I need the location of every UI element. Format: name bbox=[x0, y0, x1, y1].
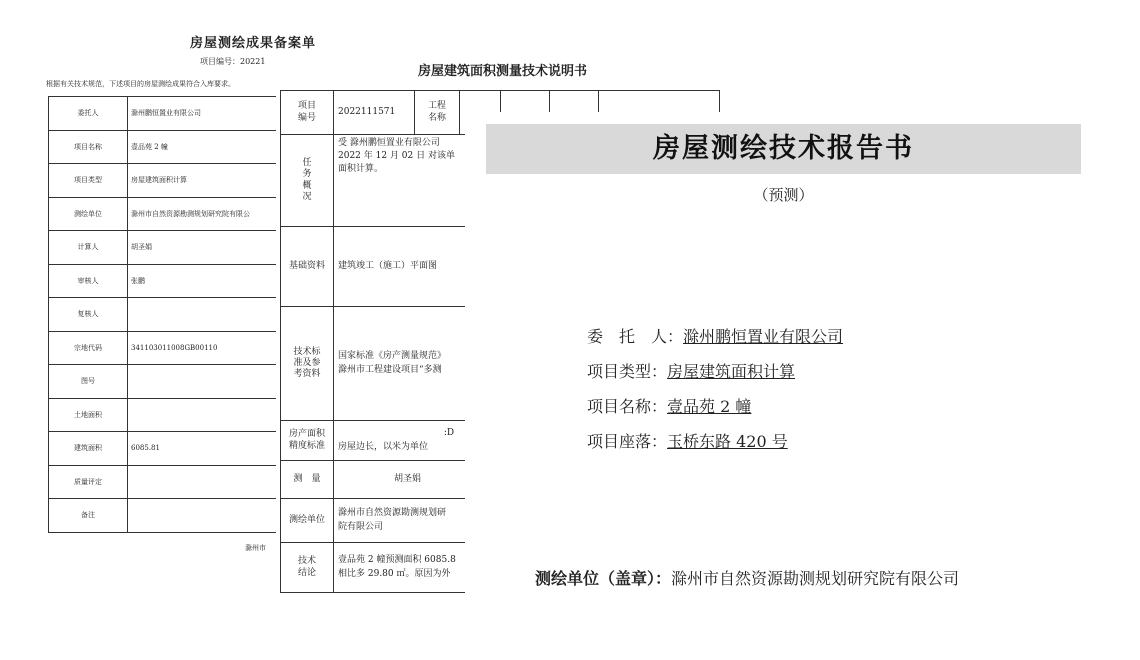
filing-row bbox=[49, 499, 284, 533]
report-subtitle: （预测） bbox=[753, 186, 814, 204]
filing-form-title: 房屋测绘成果备案单 bbox=[190, 36, 317, 51]
filing-row bbox=[49, 398, 284, 432]
filing-row-label: 图号 bbox=[49, 365, 128, 399]
basis-value: 建筑竣工（施工）平面图 bbox=[334, 227, 720, 307]
field-value: 滁州鹏恒置业有限公司 bbox=[683, 327, 844, 346]
filing-row-label: 土地面积 bbox=[49, 398, 128, 432]
survey-value: 胡圣娟 bbox=[334, 461, 720, 499]
project-name-label: 工程 名称 bbox=[415, 91, 460, 135]
standard-value: 国家标准《房产测量规范》 滁州市工程建设项目“多测 bbox=[334, 307, 720, 421]
filing-row-value: 壹品苑 2 幢 bbox=[128, 130, 284, 164]
field-label: 项目名称： bbox=[587, 397, 668, 416]
precision-value: :D 房屋边长，以米为单位 bbox=[334, 421, 720, 461]
filing-row bbox=[49, 298, 284, 332]
filing-row-value: 张鹏 bbox=[128, 264, 284, 298]
filing-row bbox=[49, 264, 284, 298]
filing-row-value: 滁州市自然资源勘测规划研究院有限公 bbox=[128, 197, 284, 231]
filing-row-value: 6085.81 bbox=[128, 432, 284, 466]
filing-row-label: 复核人 bbox=[49, 298, 128, 332]
project-no-label: 项目 编号 bbox=[281, 91, 334, 135]
filing-row-label: 项目名称 bbox=[49, 130, 128, 164]
filing-row bbox=[49, 465, 284, 499]
filing-row-label: 备注 bbox=[49, 499, 128, 533]
task-value: 受 滁州鹏恒置业有限公司 2022 年 12 月 02 日 对该单 面积计算。 bbox=[334, 135, 720, 227]
precision-label: 房产面积 精度标准 bbox=[281, 421, 334, 461]
survey-unit-label: 测绘单位（盖章）： bbox=[535, 569, 672, 588]
filing-row bbox=[49, 164, 284, 198]
filing-table bbox=[48, 96, 284, 533]
filing-footer: 滁州市 bbox=[245, 544, 266, 552]
report-title: 房屋测绘技术报告书 bbox=[653, 133, 914, 164]
filing-row-value: 341103011008GB00110 bbox=[128, 331, 284, 365]
cover-field-location bbox=[587, 429, 788, 452]
filing-row-value bbox=[128, 465, 284, 499]
filing-row-label: 审核人 bbox=[49, 264, 128, 298]
filing-row-value: 房屋建筑面积计算 bbox=[128, 164, 284, 198]
basis-label: 基础资料 bbox=[281, 227, 334, 307]
filing-row bbox=[49, 197, 284, 231]
technical-description-title: 房屋建筑面积测量技术说明书 bbox=[418, 64, 588, 79]
filing-row-value bbox=[128, 365, 284, 399]
field-label: 项目类型： bbox=[587, 362, 668, 381]
unit-label: 测绘单位 bbox=[281, 499, 334, 543]
task-label: 任 务 概 况 bbox=[281, 135, 334, 227]
filing-row bbox=[49, 231, 284, 265]
filing-row bbox=[49, 365, 284, 399]
filing-row-label: 测绘单位 bbox=[49, 197, 128, 231]
report-cover-page bbox=[465, 112, 1140, 622]
filing-row-label: 项目类型 bbox=[49, 164, 128, 198]
standard-label: 技术标 准及参 考资料 bbox=[281, 307, 334, 421]
cover-field-name bbox=[587, 394, 751, 417]
filing-row-value: 滁州鹏恒置业有限公司 bbox=[128, 97, 284, 131]
conclusion-label: 技术 结论 bbox=[281, 543, 334, 593]
filing-row-label: 建筑面积 bbox=[49, 432, 128, 466]
field-value: 玉桥东路 420 号 bbox=[667, 432, 788, 451]
filing-row-label: 宗地代码 bbox=[49, 331, 128, 365]
survey-unit-line bbox=[535, 566, 959, 589]
cover-field-type bbox=[587, 359, 795, 382]
filing-row-label: 质量评定 bbox=[49, 465, 128, 499]
conclusion-value: 壹品苑 2 幢预测面积 6085.8 相比多 29.80 ㎡。原因为外 bbox=[334, 543, 720, 593]
filing-note: 根据有关技术规范，下述项目的房屋测绘成果符合入库要求。 bbox=[46, 80, 235, 88]
unit-value: 滁州市自然资源勘测规划研 院有限公司 bbox=[334, 499, 720, 543]
filing-row-label: 计算人 bbox=[49, 231, 128, 265]
field-label: 项目座落： bbox=[587, 432, 668, 451]
project-no-value: 2022111571 bbox=[334, 91, 415, 135]
filing-row-value bbox=[128, 298, 284, 332]
survey-label: 测 量 bbox=[281, 461, 334, 499]
filing-row-value bbox=[128, 499, 284, 533]
filing-row bbox=[49, 331, 284, 365]
cover-field-client bbox=[587, 324, 843, 347]
filing-row bbox=[49, 97, 284, 131]
filing-row-value: 胡圣娟 bbox=[128, 231, 284, 265]
filing-row-value bbox=[128, 398, 284, 432]
field-label: 委 托 人： bbox=[587, 327, 684, 346]
filing-row-label: 委托人 bbox=[49, 97, 128, 131]
project-number: 项目编号：20221 bbox=[200, 57, 266, 66]
field-value: 壹品苑 2 幢 bbox=[667, 397, 752, 416]
filing-row bbox=[49, 432, 284, 466]
survey-unit-value: 滁州市自然资源勘测规划研究院有限公司 bbox=[671, 569, 960, 588]
field-value: 房屋建筑面积计算 bbox=[667, 362, 796, 381]
filing-row bbox=[49, 130, 284, 164]
